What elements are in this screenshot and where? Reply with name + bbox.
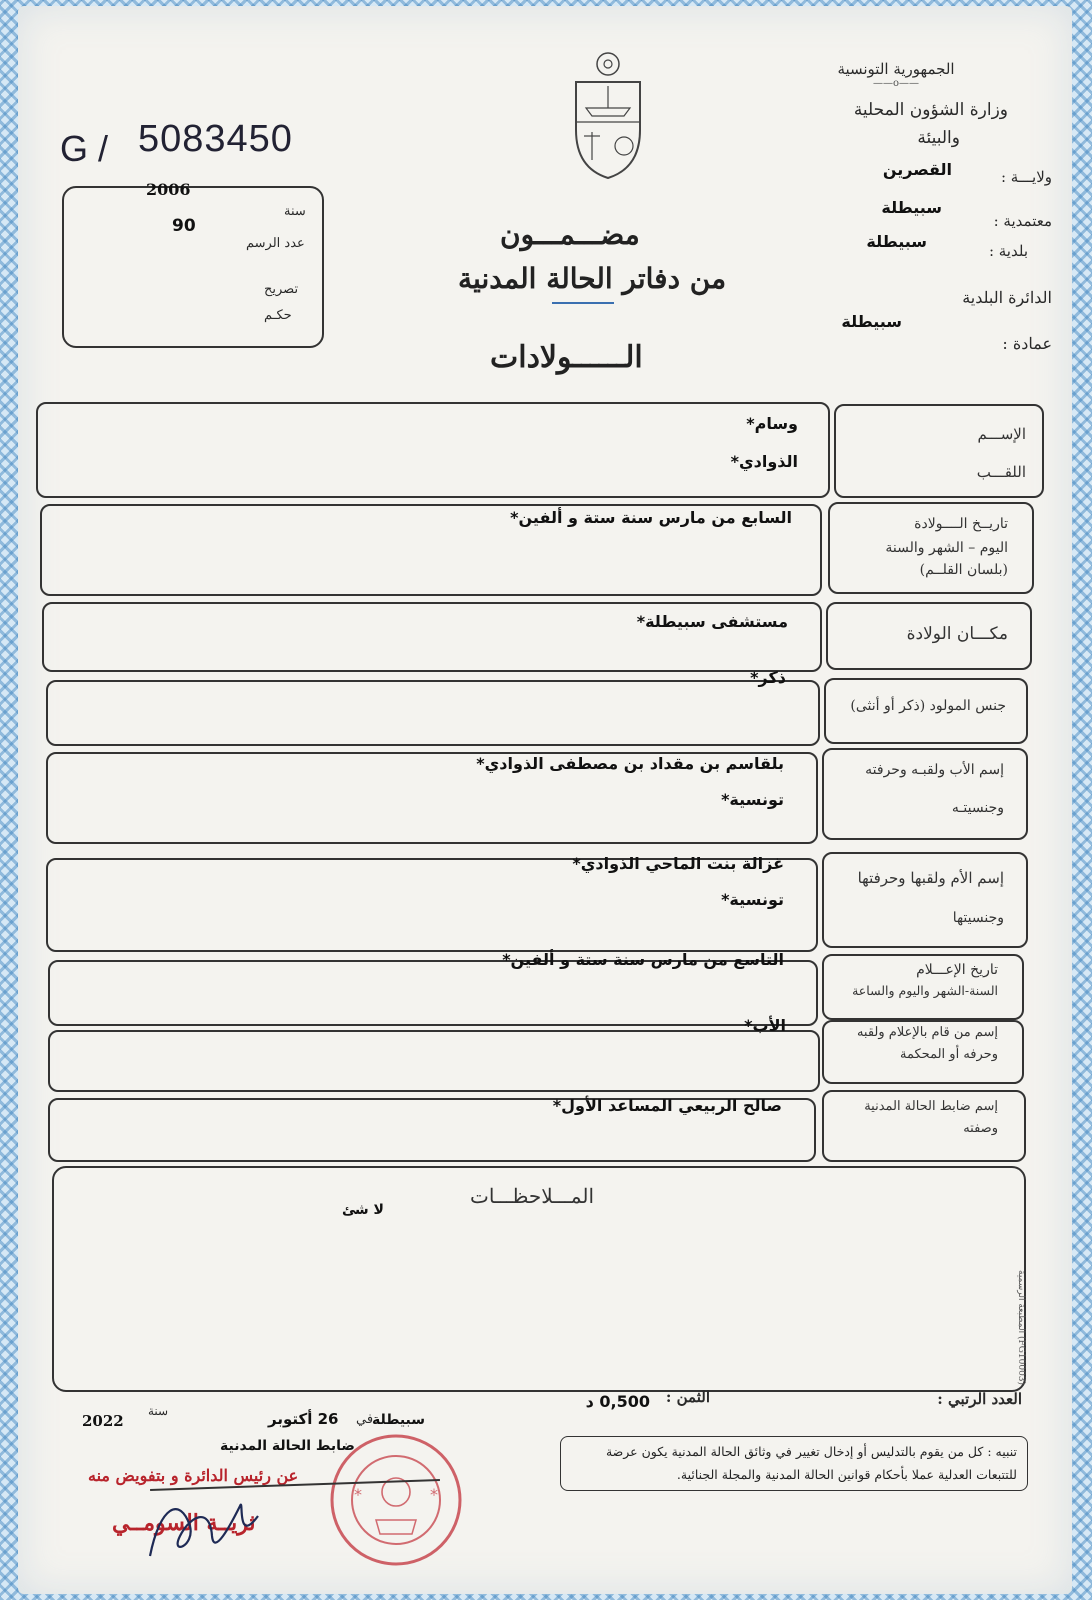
register-judgment-label: حكـم <box>264 308 292 323</box>
header-separator: ——o—— <box>872 78 920 89</box>
imada-label: عمادة : <box>1002 334 1052 353</box>
label-officer-sub: وصفته <box>963 1121 998 1136</box>
register-number-value: 90 <box>172 216 196 236</box>
handwritten-signature-icon <box>140 1486 280 1566</box>
row-name-label-box <box>834 404 1044 498</box>
ref-number-label: العدد الرتبي : <box>937 1390 1022 1408</box>
label-gender: جنس المولود (ذكر أو أنثى) <box>850 698 1006 714</box>
label-first-name: الإســـم <box>977 425 1026 443</box>
label-surname: اللقـــب <box>976 463 1026 481</box>
label-dob-words: (بلسان القلــم) <box>919 562 1008 578</box>
value-gender: ذكر* <box>750 668 786 687</box>
row-name-value-box <box>36 402 830 498</box>
price-value: 0,500 د <box>585 1392 650 1411</box>
footer-year-label: سنة <box>148 1404 169 1418</box>
label-declaration-date-sub: السنة-الشهر واليوم والساعة <box>852 983 998 998</box>
svg-text:*: * <box>354 1485 362 1504</box>
value-mother-nationality: تونسية* <box>721 890 784 909</box>
serial-prefix: G / <box>60 128 109 169</box>
mootamadia-value: سبيطلة <box>881 198 942 217</box>
label-mother: إسم الأم ولقبها وحرفتها <box>857 869 1004 887</box>
value-surname: الذوادي* <box>730 452 798 471</box>
footer-day-month: 26 أكتوبر <box>268 1410 339 1428</box>
label-dob: تاريــخ الــــولادة <box>914 516 1008 532</box>
label-father-nationality: وجنسيتـه <box>951 800 1004 816</box>
value-father: بلقاسم بن مقداد بن مصطفى الذوادي* <box>476 754 784 773</box>
footer-in-word: في <box>356 1412 374 1427</box>
wilaya-label: ولايـــة : <box>1000 168 1052 186</box>
value-declarant: الأب* <box>744 1016 786 1035</box>
official-stamp-icon <box>326 1430 466 1570</box>
header-republic <box>796 60 996 89</box>
mootamadia-label: معتمدية : <box>993 212 1052 230</box>
officer-title: ضابط الحالة المدنية <box>220 1438 355 1454</box>
value-father-nationality: تونسية* <box>721 790 784 809</box>
svg-text:*: * <box>430 1485 438 1504</box>
legal-notice: تنبيه : كل من يقوم بالتدليس أو إدخال تغيير في وثائق الحالة المدنية يكون عرضة للتتبعات العدلية عملا بأحكام قوانين الحالة المدنية والمجلة الجنائية. <box>560 1436 1028 1491</box>
ministry-line1: وزارة الشؤون المحلية <box>853 100 1008 120</box>
remarks-title: المـــلاحظـــات <box>470 1184 594 1208</box>
register-year-value: 2006 <box>146 180 191 199</box>
tunisia-emblem-icon <box>568 50 648 180</box>
footer-year-value: 2022 <box>82 1412 124 1430</box>
row-gender-value-box <box>46 680 820 746</box>
label-pob: مكـــان الولادة <box>906 624 1008 644</box>
register-number-label: عدد الرسم <box>246 236 305 251</box>
title-line3: الــــــولادات <box>490 340 643 375</box>
signatory-name: ثريــة السومــي <box>112 1510 256 1536</box>
wilaya-value: القصرين <box>882 160 952 179</box>
serial-number: 5083450 <box>138 118 293 160</box>
price-label: الثمن : <box>665 1388 710 1406</box>
label-declaration-date: تاريخ الإعـــلام <box>916 962 998 978</box>
ministry-line2: والبيئة <box>917 128 960 148</box>
value-officer: صالح الربيعي المساعد الأول* <box>552 1096 782 1115</box>
daira-label: الدائرة البلدية <box>962 288 1052 307</box>
title-underline <box>552 302 614 304</box>
daira-value: سبيطلة <box>841 312 902 331</box>
baladia-label: بلدية : <box>988 242 1028 260</box>
register-year-label: سنة <box>284 204 306 219</box>
value-first-name: وسام* <box>746 414 798 433</box>
title-line2: من دفاتر الحالة المدنية <box>458 262 727 295</box>
label-father: إسم الأب ولقبـه وحرفته <box>865 762 1004 778</box>
value-mother: غزالة بنت الماحي الذوادي* <box>572 854 784 873</box>
label-officer: إسم ضابط الحالة المدنية <box>864 1099 998 1114</box>
baladia-value: سبيطلة <box>866 232 927 251</box>
value-pob: مستشفى سبيطلة* <box>636 612 788 631</box>
register-declaration-label: تصريح <box>264 282 299 297</box>
remarks-value: لا شئ <box>342 1202 384 1218</box>
row-mother-label-box <box>822 852 1028 948</box>
title-line1: مضـــمـــون <box>500 218 640 251</box>
print-code: المطبعة الرسمية (FG10003) <box>1016 1270 1026 1386</box>
label-declarant-sub: وحرفه أو المحكمة <box>900 1047 998 1062</box>
delegation-text: عن رئيس الدائرة و بتفويض منه <box>88 1466 299 1485</box>
label-mother-nationality: وجنسيتها <box>952 910 1004 926</box>
label-declarant: إسم من قام بالإعلام ولقبه <box>856 1025 998 1040</box>
row-declarant-value-box <box>48 1030 820 1092</box>
value-declaration-date: التاسع من مارس سنة ستة و ألفين* <box>502 950 784 969</box>
value-dob: السابع من مارس سنة ستة و ألفين* <box>510 508 792 527</box>
footer-place: سبيطلة <box>372 1412 426 1428</box>
label-dob-sub: اليوم – الشهر والسنة <box>885 540 1008 556</box>
republic-text: الجمهورية التونسية <box>837 60 955 78</box>
